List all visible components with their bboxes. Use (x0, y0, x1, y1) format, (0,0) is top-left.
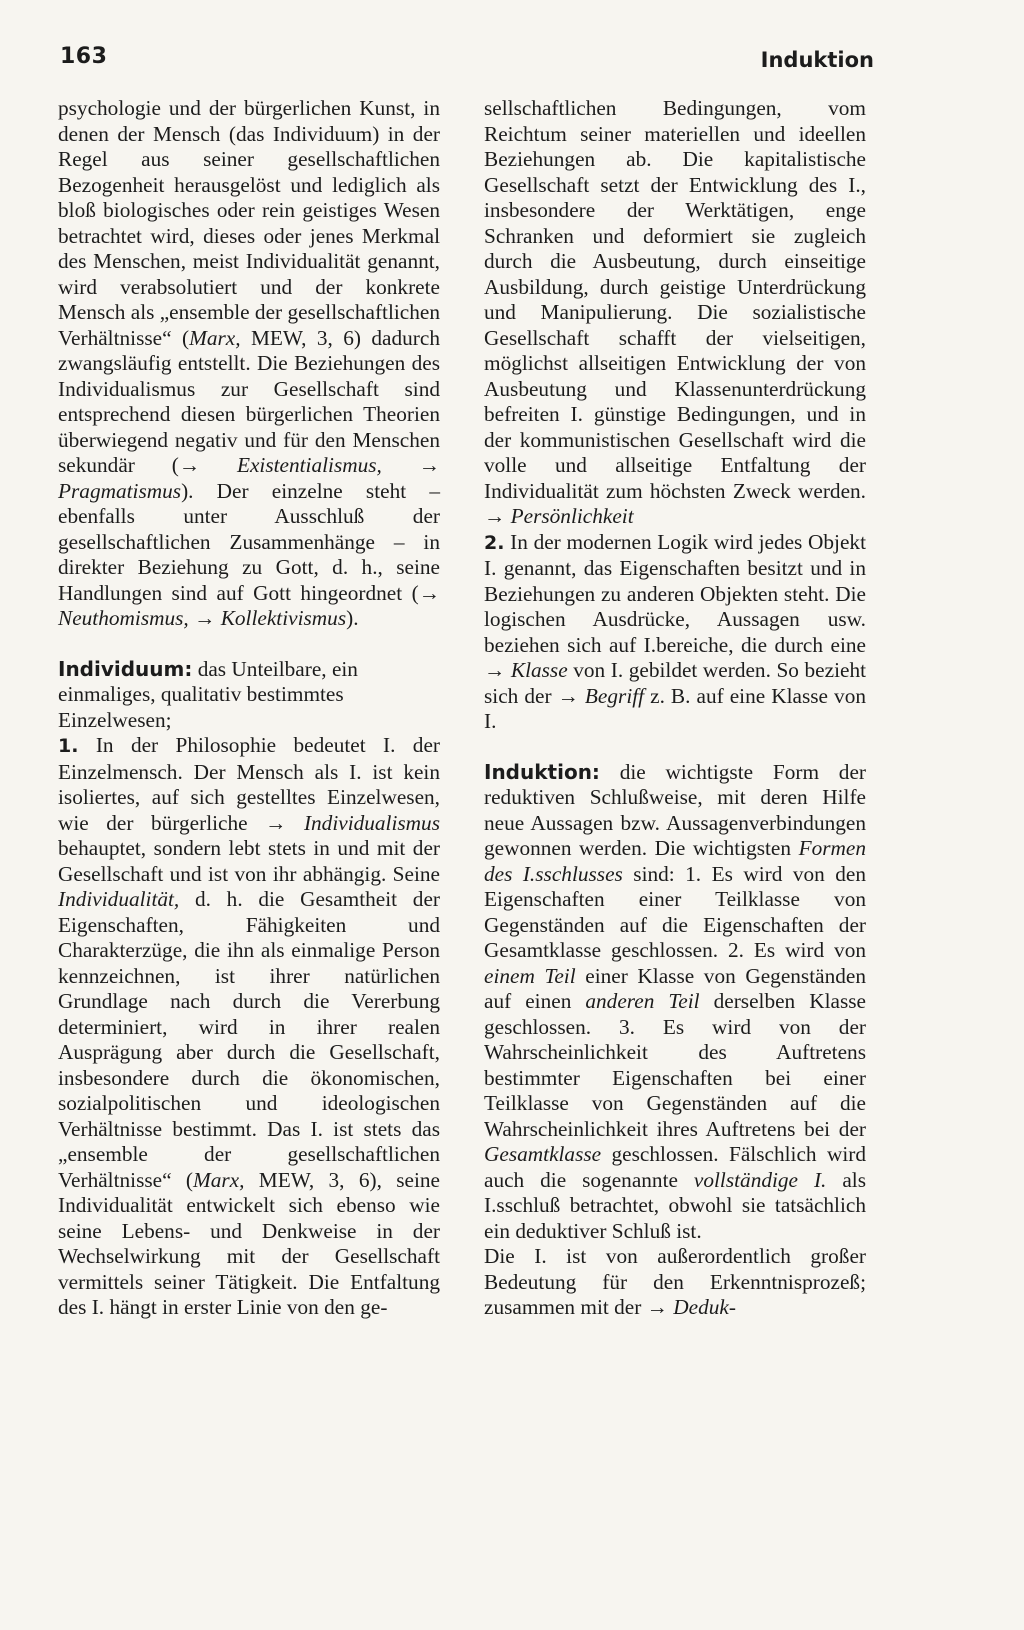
headword: Induktion: (484, 759, 600, 784)
reference-author: Marx, (192, 1167, 245, 1192)
text-run: MEW, 3, 6), seine Individualität entwickelt sich ebenso wie seine Lebens- und Denkweise in der Wechselwirkung mit der Gesellschaft vermittels seiner Tätigkeit. Die Entfaltung des I. hängt in erster Linie von den ge- (58, 1167, 440, 1319)
continued-paragraph (58, 96, 440, 632)
cross-reference-begriff[interactable]: Begriff (584, 683, 645, 708)
cross-reference-klasse[interactable]: Klasse (510, 658, 568, 682)
cross-reference-arrow-icon: → (418, 453, 441, 477)
induktion-paragraph-2 (484, 1244, 866, 1321)
text-run: sellschaftlichen Bedingungen, vom Reichtum seiner materiellen und ideellen Beziehungen ab. Die kapitalistische Gesellschaft setzt der Entwicklung des I., insbesondere der Werktätigen, enge Schranken und deformiert sie zugleich durch die Ausbeutung, durch einseitige Ausbildung, durch geistige Unterdrückung und Manipulierung. Die sozialistische Gesellschaft schafft der vielseitigen, möglichst allseitigen Entwicklung der von Ausbeutung und Klassenunterdrückung befreiten I. günstige Bedingungen, und in der kommunistischen Gesellschaft wird die volle und allseitige Entfaltung der Individualität zum höchsten Zweck werden. (484, 96, 866, 503)
text-run: z. B. auf eine Klasse von I. (484, 683, 866, 733)
text-run: psychologie und der bürgerlichen Kunst, in denen der Mensch (das Individuum) in der Regel aus seiner gesellschaftlichen Bezogenheit herausgelöst und lediglich als bloß biologisches oder rein geistiges Wesen betrachtet wird, dieses oder jenes Merkmal des Menschen, meist Individualität genannt, wird verabsolutiert und der konkrete Mensch als „ensemble der gesellschaftlichen Verhältnisse“ ( (58, 96, 441, 350)
sense-number: 2. (484, 531, 505, 554)
space (200, 453, 237, 477)
text-run: Die I. ist von außerordentlich großer Bedeutung für den Erkenntnisprozeß; zusammen mit der (484, 1244, 866, 1319)
cross-reference-individualismus[interactable]: Individualismus (303, 810, 440, 835)
term-gesamtklasse: Gesamtklasse (484, 1142, 602, 1166)
cross-reference-existentialismus[interactable]: Existentialismus, (236, 453, 382, 477)
sense-number: 1. (58, 735, 79, 757)
cross-reference-arrow-icon: → (418, 580, 440, 605)
cross-reference-kollektivismus[interactable]: Kollektivismus (220, 606, 347, 630)
page-number: 163 (60, 44, 108, 69)
term-anderen-teil: anderen Teil (585, 989, 700, 1013)
cross-reference-arrow-icon: → (484, 504, 506, 528)
cross-reference-arrow-icon: → (484, 658, 506, 682)
text-run: d. h. die Gesamtheit der Eigenschaften, Fähigkeiten und Charakterzüge, die ihn als einmalige Person kennzeichnen, ist ihrer natürlichen Grundlage nach durch die Vererbung determiniert, wird in ihrer realen Ausprägung aber durch die Gesellschaft, insbesondere durch die ökonomischen, sozialpolitischen und ideologischen Verhältnisse bestimmt. Das I. ist stets das „ensemble der gesellschaftlichen Verhältnisse“ ( (58, 887, 440, 1192)
reference-author: Marx, (189, 325, 241, 350)
continued-paragraph (484, 96, 866, 530)
cross-reference-neuthomismus[interactable]: Neuthomismus, (58, 606, 189, 630)
cross-reference-arrow-icon: → (646, 1295, 668, 1319)
text-run: ). (346, 606, 359, 630)
text-run: In der Philosophie bedeutet I. der Einzelmensch. Der Mensch als I. ist kein isoliertes, auf sich gestelltes Einzelwesen, wie der bürgerliche (58, 733, 440, 835)
cross-reference-deduktion[interactable]: Deduk- (673, 1295, 736, 1319)
term-vollstaendige-induktion: vollständige I. (693, 1167, 827, 1192)
sense-2 (484, 530, 866, 735)
cross-reference-persoenlichkeit[interactable]: Persönlichkeit (510, 504, 634, 528)
text-run: ). Der einzelne steht – ebenfalls unter Ausschluß der gesellschaftlichen Zusammenhänge – in direkter Beziehung zu Gott, d. h., seine Handlungen sind auf Gott hingeordnet ( (58, 478, 440, 605)
text-run: von I. gebildet werden. So bezieht sich der (484, 658, 867, 708)
headword: Individuum: (58, 656, 193, 681)
text-run: als I.sschluß betrachtet, obwohl sie tatsächlich ein deduktiver Schluß ist. (484, 1167, 867, 1243)
cross-reference-arrow-icon: → (557, 683, 579, 708)
cross-reference-arrow-icon: → (265, 810, 287, 835)
term-individualitaet: Individualität, (58, 887, 180, 911)
definition: das Unteilbare, ein einmaliges, qualitativ bestimmtes Einzelwesen; (58, 656, 358, 732)
entry-individuum (58, 657, 440, 734)
right-column (484, 96, 866, 1321)
cross-reference-arrow-icon: → (178, 453, 201, 477)
left-column (58, 96, 440, 1321)
running-head: Induktion (760, 48, 874, 72)
space (382, 453, 419, 477)
text-run: MEW, 3, 6) dadurch zwangsläufig entstellt. Die Beziehungen des Individualismus zur Gesellschaft sind entsprechend diesen bürgerlichen Theorien überwiegend negativ und für den Menschen sekundär ( (58, 325, 440, 477)
text-run: einer Klasse von Gegenständen auf einen (484, 963, 866, 1013)
text-run: sind: 1. Es wird von den Eigenschaften einer Teilklasse von Gegenständen auf die Eigenschaften der Gesamtklasse geschlossen. 2. Es wird von (484, 861, 866, 962)
text-run: In der modernen Logik wird jedes Objekt I. genannt, das Eigenschaften besitzt und in Beziehungen zu anderen Objekten steht. Die logischen Ausdrücke, Aussagen usw. beziehen sich auf I.bereiche, die durch eine (484, 529, 866, 657)
entry-induktion (484, 760, 866, 1245)
text-run: behauptet, sondern lebt stets in und mit der Gesellschaft und ist von ihr abhängig. Seine (58, 836, 440, 886)
cross-reference-arrow-icon: → (194, 606, 216, 630)
text-run: derselben Klasse geschlossen. 3. Es wird von der Wahrscheinlichkeit des Auftretens bestimmter Eigenschaften bei einer Teilklasse von Gegenständen auf die Wahrscheinlichkeit ihres Auftretens bei der (484, 989, 867, 1141)
sense-1 (58, 733, 440, 1321)
text-run: die wichtigste Form der reduktiven Schlußweise, mit deren Hilfe neue Aussagen bzw. Aussagenverbindungen gewonnen werden. Die wichtigsten (484, 759, 866, 860)
term-einem-teil: einem Teil (484, 963, 576, 988)
text-run: geschlossen. Fälschlich wird auch die sogenannte (484, 1142, 866, 1192)
cross-reference-pragmatismus[interactable]: Pragmatismus (58, 478, 182, 503)
space (286, 811, 304, 835)
term-formen-des-schlusses: Formen des I.sschlusses (484, 836, 866, 886)
